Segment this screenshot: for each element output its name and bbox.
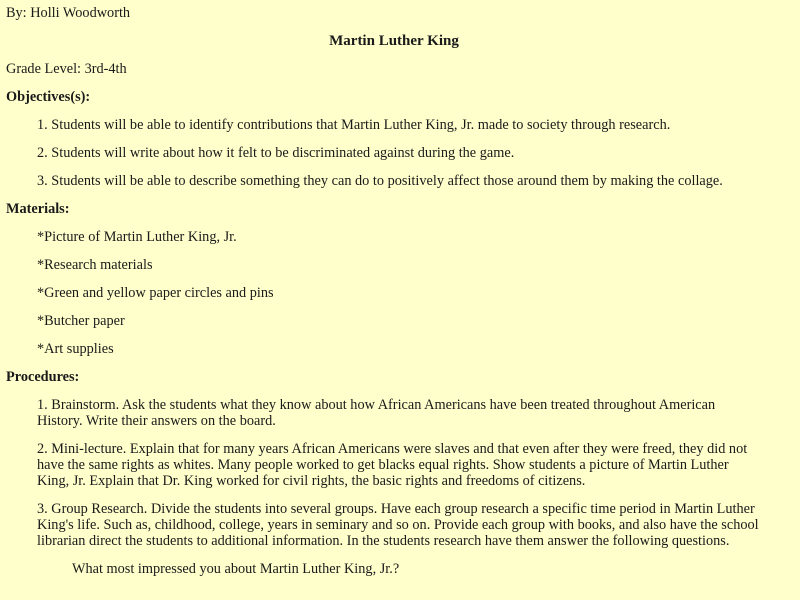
procedure-item: 3. Group Research. Divide the students into several groups. Have each group research a specific time period in Martin Luther King's life. Such as, childhood, college, years in seminary and so on. Provide each group with books, and also have the school librarian direct the students to additional information. In the students research have them answer the following questions. bbox=[37, 501, 759, 549]
procedure-item: 2. Mini-lecture. Explain that for many years African Americans were slaves and that even after they were freed, they did not have the same rights as whites. Many people worked to get blacks equal rights. Show students a picture of Martin Luther King, Jr. Explain that Dr. King worked for civil rights, the basic rights and freedoms of citizens. bbox=[37, 441, 748, 489]
procedure-item: 1. Brainstorm. Ask the students what they know about how African Americans have been treated throughout American History. Write their answers on the board. bbox=[37, 397, 716, 429]
material-item: *Research materials bbox=[37, 257, 153, 273]
material-item: *Art supplies bbox=[37, 341, 114, 357]
procedures-heading: Procedures: bbox=[6, 369, 80, 385]
author: By: Holli Woodworth bbox=[6, 5, 131, 21]
material-item: *Picture of Martin Luther King, Jr. bbox=[37, 229, 237, 245]
page-title: Martin Luther King bbox=[329, 33, 459, 49]
grade-level: Grade Level: 3rd-4th bbox=[6, 61, 127, 77]
objectives-heading: Objectives(s): bbox=[6, 89, 91, 105]
objective-item: 1. Students will be able to identify contributions that Martin Luther King, Jr. made to society through research. bbox=[37, 117, 671, 133]
objective-item: 2. Students will write about how it felt to be discriminated against during the game. bbox=[37, 145, 515, 161]
material-item: *Green and yellow paper circles and pins bbox=[37, 285, 274, 301]
material-item: *Butcher paper bbox=[37, 313, 125, 329]
research-question: What most impressed you about Martin Luther King, Jr.? bbox=[72, 561, 400, 577]
materials-heading: Materials: bbox=[6, 201, 70, 217]
objective-item: 3. Students will be able to describe something they can do to positively affect those around them by making the collage. bbox=[37, 173, 723, 189]
